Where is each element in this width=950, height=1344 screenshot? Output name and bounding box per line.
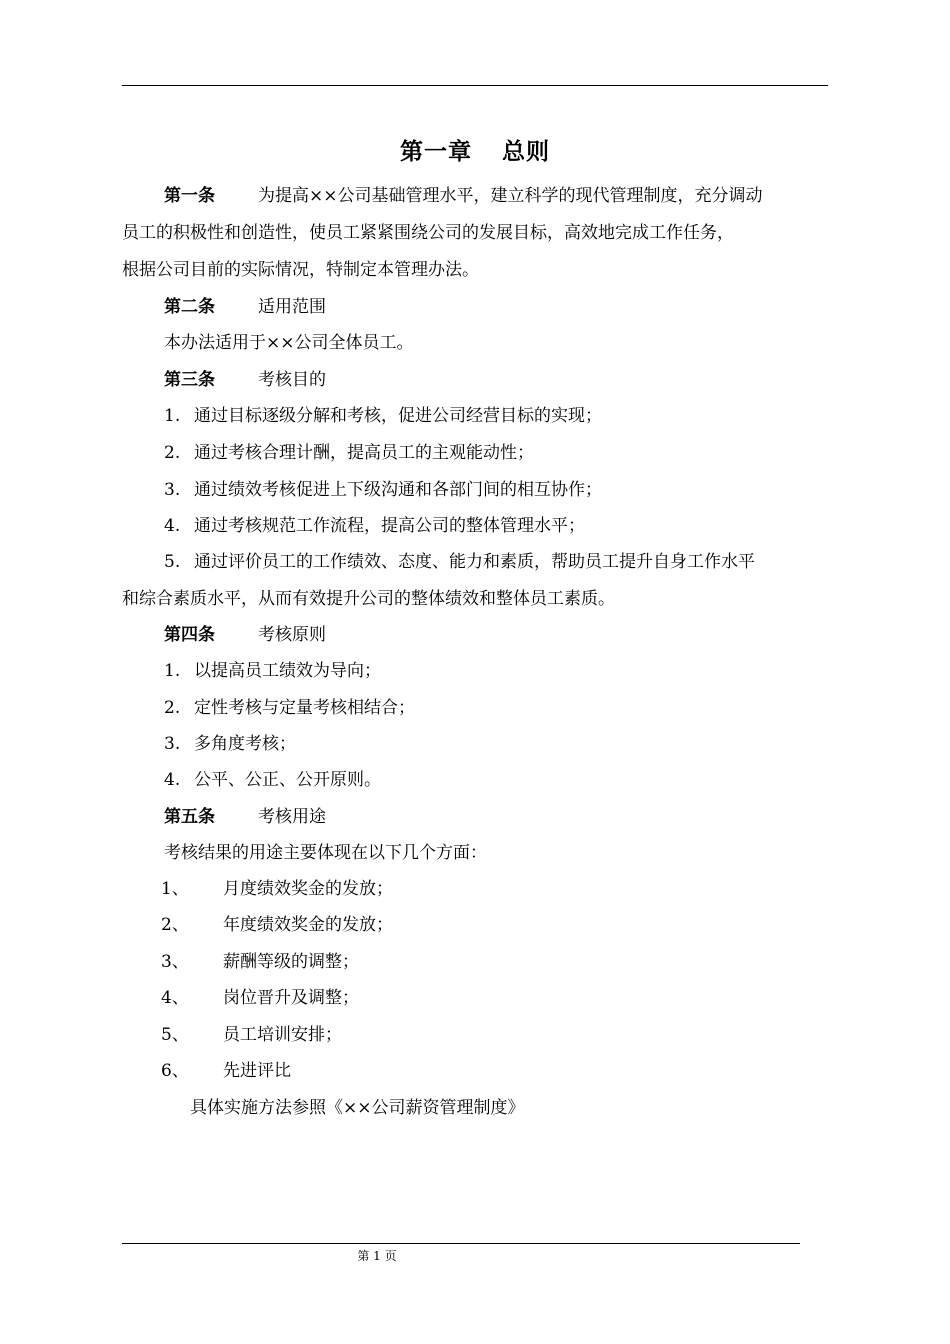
article-label: 第一条 [164,186,215,206]
list-item [164,733,296,755]
list-item [161,1024,342,1046]
article-5-note: 具体实施方法参照《××公司薪资管理制度》 [190,1098,525,1118]
article-4-heading [164,624,326,646]
list-text: 通过评价员工的工作绩效、态度、能力和素质，帮助员工提升自身工作水平 [194,552,755,572]
article-1-line-2: 员工的积极性和创造性，使员工紧紧围绕公司的发展目标，高效地完成工作任务， [122,223,734,243]
list-number: 2、 [161,915,189,935]
list-text: 薪酬等级的调整； [223,952,359,972]
list-number: 3. [164,480,181,500]
list-text: 定性考核与定量考核相结合； [194,698,415,718]
chapter-title [0,136,950,168]
list-number: 2. [164,443,181,463]
list-number: 2. [164,698,181,718]
list-text: 年度绩效奖金的发放； [223,915,393,935]
chapter-number: 第一章 [400,138,472,165]
list-number: 4、 [161,988,189,1008]
article-label: 第五条 [164,807,215,827]
article-5-heading [164,806,326,828]
list-text: 以提高员工绩效为导向； [194,661,381,681]
article-5-intro: 考核结果的用途主要体现在以下几个方面： [164,843,487,863]
list-item [164,769,381,791]
list-number: 1. [164,406,181,426]
list-item [161,987,359,1009]
list-text: 公平、公正、公开原则。 [194,770,381,790]
list-text: 通过考核合理计酬，提高员工的主观能动性； [194,443,534,463]
list-text: 通过绩效考核促进上下级沟通和各部门间的相互协作； [194,480,602,500]
article-heading: 考核用途 [258,807,326,827]
list-item [164,697,415,719]
chapter-name: 总则 [502,138,550,165]
article-label: 第四条 [164,625,215,645]
list-number: 6、 [161,1061,189,1081]
article-heading: 考核目的 [258,370,326,390]
list-item [161,878,393,900]
article-1-line-3: 根据公司目前的实际情况，特制定本管理办法。 [122,260,479,280]
list-text: 通过考核规范工作流程，提高公司的整体管理水平； [194,516,585,536]
list-number: 5. [164,552,181,572]
list-text: 通过目标逐级分解和考核，促进公司经营目标的实现； [194,406,602,426]
list-item [164,479,602,501]
article-label: 第二条 [164,297,215,317]
list-number: 1、 [161,879,189,899]
article-2-heading [164,296,326,318]
list-text: 先进评比 [223,1061,291,1081]
list-text: 多角度考核； [194,734,296,754]
article-2-text: 本办法适用于××公司全体员工。 [164,333,414,353]
list-item [164,551,755,573]
list-item [161,1060,291,1082]
list-number: 3. [164,734,181,754]
article-3-heading [164,369,326,391]
list-number: 1. [164,661,181,681]
page-number: 第 1 页 [357,1249,397,1263]
list-item [161,951,359,973]
list-number: 5、 [161,1025,189,1045]
list-number: 4. [164,770,181,790]
footer-rule [122,1243,800,1244]
list-item [161,914,393,936]
list-text: 岗位晋升及调整； [223,988,359,1008]
list-item-continuation: 和综合素质水平，从而有效提升公司的整体绩效和整体员工素质。 [122,589,615,609]
list-number: 3、 [161,952,189,972]
list-text: 月度绩效奖金的发放； [223,879,393,899]
list-item [164,515,585,537]
article-1-line-1 [164,185,763,207]
list-text: 员工培训安排； [223,1025,342,1045]
article-1-text-1: 为提高××公司基础管理水平，建立科学的现代管理制度，充分调动 [258,186,763,206]
article-heading: 考核原则 [258,625,326,645]
article-label: 第三条 [164,370,215,390]
list-number: 4. [164,516,181,536]
list-item [164,442,534,464]
list-item [164,405,602,427]
list-item [164,660,381,682]
header-rule [122,85,828,86]
article-heading: 适用范围 [258,297,326,317]
